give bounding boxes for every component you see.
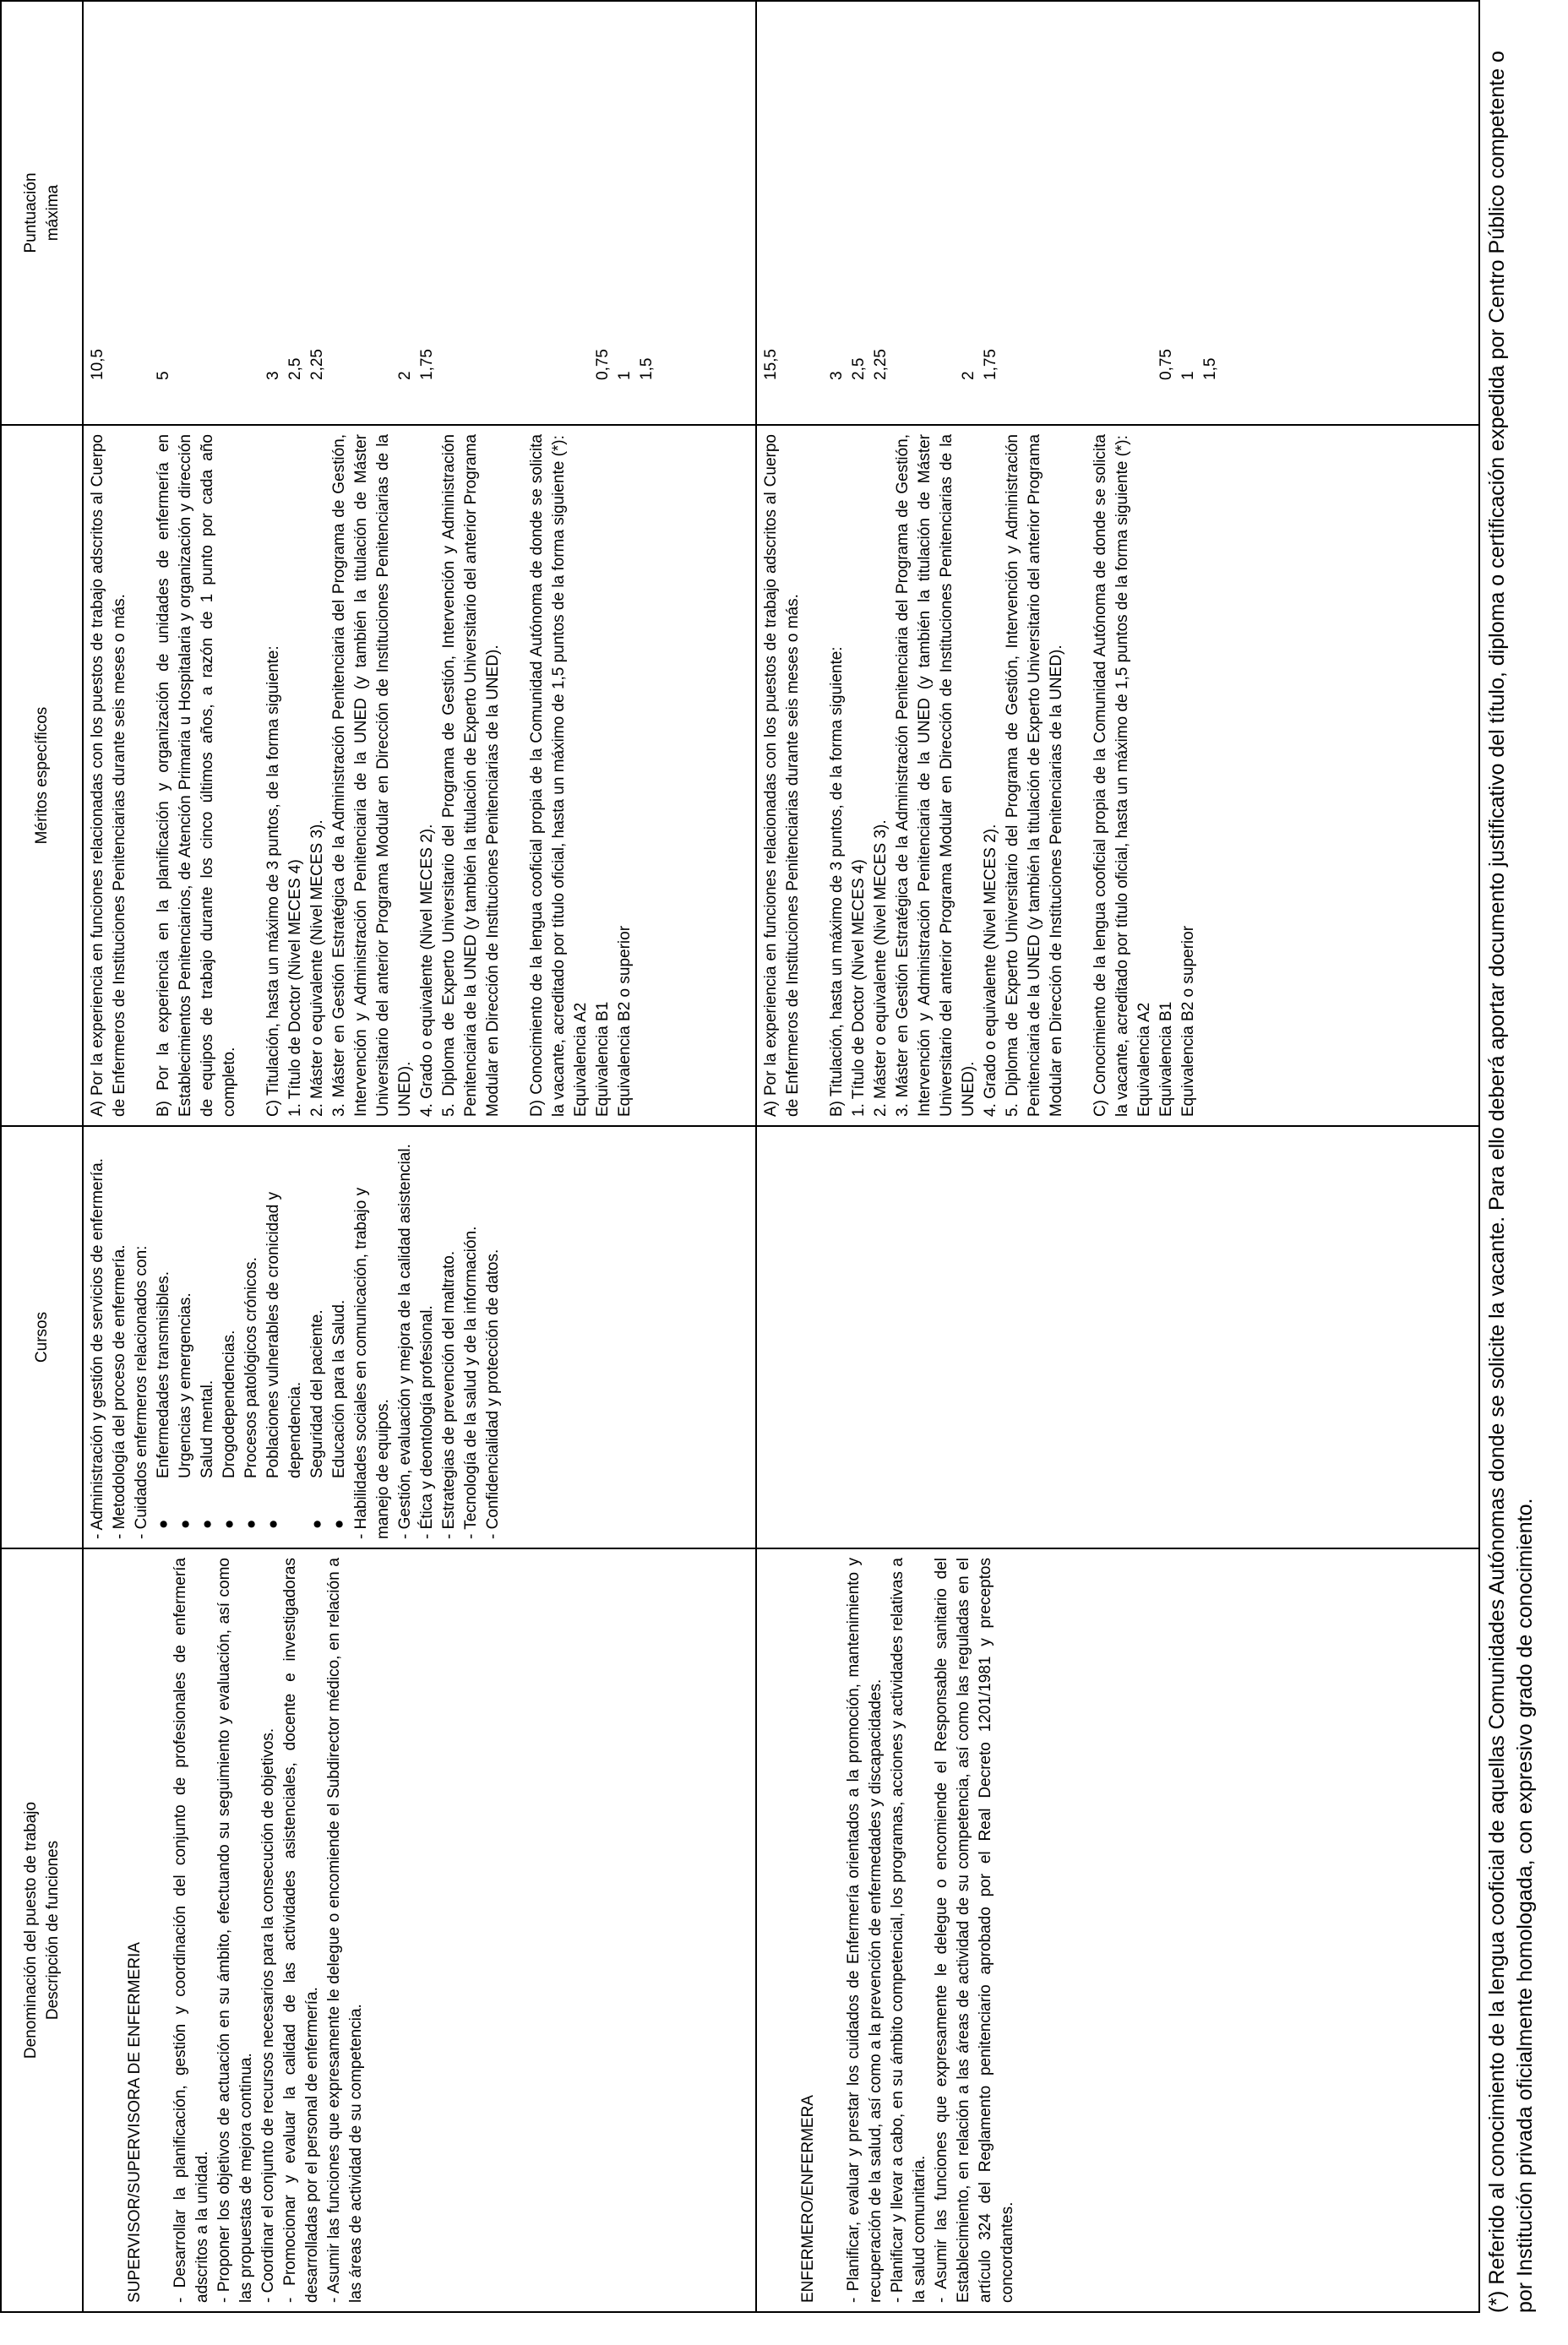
header-puntuacion-line1: Puntuación [21, 172, 40, 253]
titulacion-item: 4. Grado o equivalente (Nivel MECES 2). [981, 824, 999, 1117]
table-row-supervisor [83, 1, 756, 2312]
bullet-text: Poblaciones vulnerables de cronicidad y dependencia. [264, 1191, 304, 1478]
bullet-text: Procesos patológicos crónicos. [242, 1257, 260, 1478]
bullet-icon: ● [199, 1519, 216, 1529]
cell-denominacion [83, 1548, 756, 2312]
course-item: - Metodología del proceso de enfermería. [111, 1244, 128, 1539]
merit-titulacion [826, 434, 1068, 1117]
bullet-text: Drogodependencias. [220, 1330, 238, 1478]
list-item [175, 1135, 197, 1539]
cell-cursos-empty [756, 1126, 1479, 1548]
merit-planning: B) Por la experiencia en la planificación y organización de unidades de enfermería en Establecimientos Penitenciarios, de Atención Primaria u Hospitalaria y organización y dirección de equipos de trabajo durante los cinco últimos años, a razón de 1 punto por cada año completo. [155, 434, 238, 1117]
lengua-intro: D) Conocimiento de la lengua cooficial propia de la Comunidad Autónoma de donde se solicita la vacante, acreditado por título oficial, hasta un máximo de 1,5 puntos de la forma siguiente (*): [528, 434, 568, 1117]
function-item: - Asumir las funciones que expresamente le delegue o encomiende el Subdirector médico, en relación a las áreas de actividad de su competencia. [325, 1558, 365, 2303]
lengua-item: Equivalencia A2 [1135, 1002, 1153, 1117]
course-item: - Gestión, evaluación y mejora de la calidad asistencial. [396, 1144, 414, 1539]
points-titulacion: 2,25 [308, 349, 326, 380]
job-title: SUPERVISOR/SUPERVISORA DE ENFERMERIA [126, 1942, 144, 2303]
lengua-item: Equivalencia B2 o superior [616, 925, 634, 1117]
points-titulacion: 2 [959, 371, 977, 380]
footnote: (*) Referido al conocimiento de la lengua cooficial de aquellas Comunidades Autónomas donde se solicite la vacante. Para ello deberá aportar documento justificativo del título, diploma o certificación expedida por Centro Público competente o por Institución privada oficialmente homologada, con expresivo grado de conocimiento. [1485, 51, 1537, 2313]
titulacion-item: 3. Máster en Gestión Estratégica de la Administración Penitenciaria del Programa de Gestión, Intervención y Administración Penitenciaria de la UNED (y también la titulación de Máster Universitario del anterior Programa Modular en Dirección de Instituciones Penitenciarias de la UNED). [330, 434, 414, 1117]
list-item [329, 1135, 351, 1539]
lengua-item: Equivalencia A2 [572, 1002, 590, 1117]
header-denominacion-line2: Descripción de funciones [43, 1840, 62, 2021]
titulacion-item: 1. Título de Doctor (Nivel MECES 4) [286, 859, 304, 1117]
points-a: 10,5 [89, 349, 106, 380]
merit-lengua [526, 434, 636, 1117]
points-titulacion: 2,25 [871, 349, 890, 380]
course-item: - Habilidades sociales en comunicación, trabajo y manejo de equipos. [352, 1187, 392, 1539]
points-b: 5 [155, 371, 172, 380]
header-denominacion [1, 1548, 83, 2312]
table-row-enfermero [756, 1, 1479, 2312]
points-titulacion: 1,75 [418, 349, 436, 380]
cell-cursos [83, 1126, 756, 1548]
points-c: 3 [264, 371, 282, 380]
bullet-icon: ● [155, 1519, 172, 1529]
function-item: - Promocionar y evaluar la calidad de las actividades asistenciales, docente e investigadoras desarrolladas por el personal de enfermería. [281, 1558, 321, 2303]
bullet-icon: ● [177, 1519, 194, 1529]
merit-experience: A) Por la experiencia en funciones relacionadas con los puestos de trabajo adscritos al Cuerpo de Enfermeros de Instituciones Penitenciarias durante seis meses o más. [89, 434, 128, 1117]
header-cursos: Cursos [1, 1126, 83, 1548]
titulacion-item: 3. Máster en Gestión Estratégica de la Administración Penitenciaria del Programa de Gestión, Intervención y Administración Penitenciaria de la UNED (y también la titulación de Máster Universitario del anterior Programa Modular en Dirección de Instituciones Penitenciarias de la UNED). [893, 434, 977, 1117]
points-lengua: 1 [1179, 371, 1197, 380]
bullet-icon: ● [308, 1519, 326, 1529]
bullet-text: Salud mental. [199, 1379, 216, 1478]
bullet-text: Enfermedades transmisibles. [155, 1271, 172, 1478]
bullet-icon: ● [220, 1519, 238, 1529]
course-item: - Tecnología de la salud y de la información. [462, 1226, 480, 1539]
titulacion-item: 1. Título de Doctor (Nivel MECES 4) [849, 859, 868, 1117]
job-title: ENFERMERO/ENFERMERA [798, 2095, 817, 2303]
points-titulacion: 2,5 [849, 357, 868, 380]
cell-puntuacion [756, 1, 1479, 425]
points-titulacion: 2 [396, 371, 414, 380]
cell-meritos [83, 425, 756, 1126]
header-puntuacion-line2: máxima [43, 184, 62, 242]
points-c: 3 [827, 371, 846, 380]
merit-experience: A) Por la experiencia en funciones relacionadas con los puestos de trabajo adscritos al Cuerpo de Enfermeros de Instituciones Penitenciarias durante seis meses o más. [761, 434, 802, 1117]
bullet-text: Urgencias y emergencias. [177, 1292, 194, 1478]
titulacion-item: 5. Diploma de Experto Universitario del Programa de Gestión, Intervención y Administración Penitenciaria de la UNED (y también la titulación de Experto Universitario del anterior Programa Modular en Dirección de Instituciones Penitenciarias de la UNED). [440, 434, 502, 1117]
function-item: - Planificar, evaluar y prestar los cuidados de Enfermería orientados a la promoción, mantenimiento y recuperación de la salud, así como a la prevención de enfermedades y discapacidades. [844, 1558, 885, 2303]
lengua-item: Equivalencia B1 [1157, 1001, 1175, 1117]
titulacion-item: 2. Máster o equivalente (Nivel MECES 3). [308, 819, 326, 1117]
course-item: - Ética y deontología profesional. [418, 1305, 436, 1539]
merit-titulacion [263, 434, 504, 1117]
bullet-text: Educación para la Salud. [330, 1299, 348, 1478]
cell-denominacion [756, 1548, 1479, 2312]
list-item [219, 1135, 241, 1539]
list-item [241, 1135, 263, 1539]
course-item: - Cuidados enfermeros relacionados con: [133, 1245, 150, 1539]
points-titulacion: 1,75 [981, 349, 999, 380]
bullet-text: Seguridad del paciente. [308, 1309, 326, 1478]
titulacion-item: 5. Diploma de Experto Universitario del Programa de Gestión, Intervención y Administración Penitenciaria de la UNED (y también la titulación de Experto Universitario del anterior Programa Modular en Dirección de Instituciones Penitenciarias de la UNED). [1003, 434, 1065, 1117]
bullet-icon: ● [330, 1519, 348, 1529]
function-item: - Planificar y llevar a cabo, en su ámbito competencial, los programas, acciones y actividades relativas a la salud comunitaria. [888, 1558, 928, 2303]
titulacion-item: 4. Grado o equivalente (Nivel MECES 2). [418, 824, 436, 1117]
header-row [1, 1, 83, 2312]
function-item: - Coordinar el conjunto de recursos necesarios para la consecución de objetivos. [259, 1727, 277, 2303]
points-lengua: 0,75 [1157, 349, 1175, 380]
points-lengua: 1 [616, 371, 634, 380]
titulacion-intro: B) Titulación, hasta un máximo de 3 puntos, de la forma siguiente: [827, 646, 846, 1117]
course-item: - Confidencialidad y protección de datos. [484, 1249, 502, 1539]
points-lengua: 1,5 [638, 357, 656, 380]
bullet-icon: ● [242, 1519, 260, 1529]
bullet-icon: ● [264, 1519, 282, 1529]
lengua-item: Equivalencia B2 o superior [1179, 925, 1197, 1117]
titulacion-item: 2. Máster o equivalente (Nivel MECES 3). [871, 819, 890, 1117]
course-item: - Administración y gestión de servicios de enfermería. [89, 1158, 106, 1539]
function-item: - Asumir las funciones que expresamente le delegue o encomiende el Responsable sanitario del Establecimiento, en relación a las áreas de actividad de su competencia, así como las reguladas en el artículo 324 del Reglamento penitenciario aprobado por el Real Decreto 1201/1981 y preceptos concordantes. [932, 1558, 1016, 2303]
header-puntuacion [1, 1, 83, 425]
course-item: - Estrategias de prevención del maltrato. [440, 1250, 458, 1539]
lengua-item: Equivalencia B1 [594, 1001, 612, 1117]
points-lengua: 0,75 [594, 349, 612, 380]
list-item [153, 1135, 175, 1539]
header-meritos: Méritos específicos [1, 425, 83, 1126]
function-item: - Proponer los objetivos de actuación en su ámbito, efectuando su seguimiento y evaluación, así como las propuestas de mejora continua. [215, 1558, 255, 2303]
cell-puntuacion [83, 1, 756, 425]
course-bullet-list [153, 1135, 351, 1539]
points-a: 15,5 [761, 349, 780, 380]
points-lengua: 1,5 [1200, 357, 1219, 380]
cell-meritos [756, 425, 1479, 1126]
points-titulacion: 2,5 [286, 357, 304, 380]
titulacion-intro: C) Titulación, hasta un máximo de 3 puntos, de la forma siguiente: [264, 645, 282, 1117]
merit-lengua [1090, 434, 1200, 1117]
lengua-intro: C) Conocimiento de la lengua cooficial propia de la Comunidad Autónoma de donde se solicita la vacante, acreditado por título oficial, hasta un máximo de 1,5 puntos de la forma siguiente (*): [1091, 434, 1131, 1117]
list-item [263, 1135, 307, 1539]
function-item: - Desarrollar la planificación, gestión y coordinación del conjunto de profesionales de enfermería adscritos a la unidad. [172, 1558, 211, 2303]
list-item [307, 1135, 329, 1539]
list-item [197, 1135, 219, 1539]
header-denominacion-line1: Denominación del puesto de trabajo [21, 1801, 40, 2059]
